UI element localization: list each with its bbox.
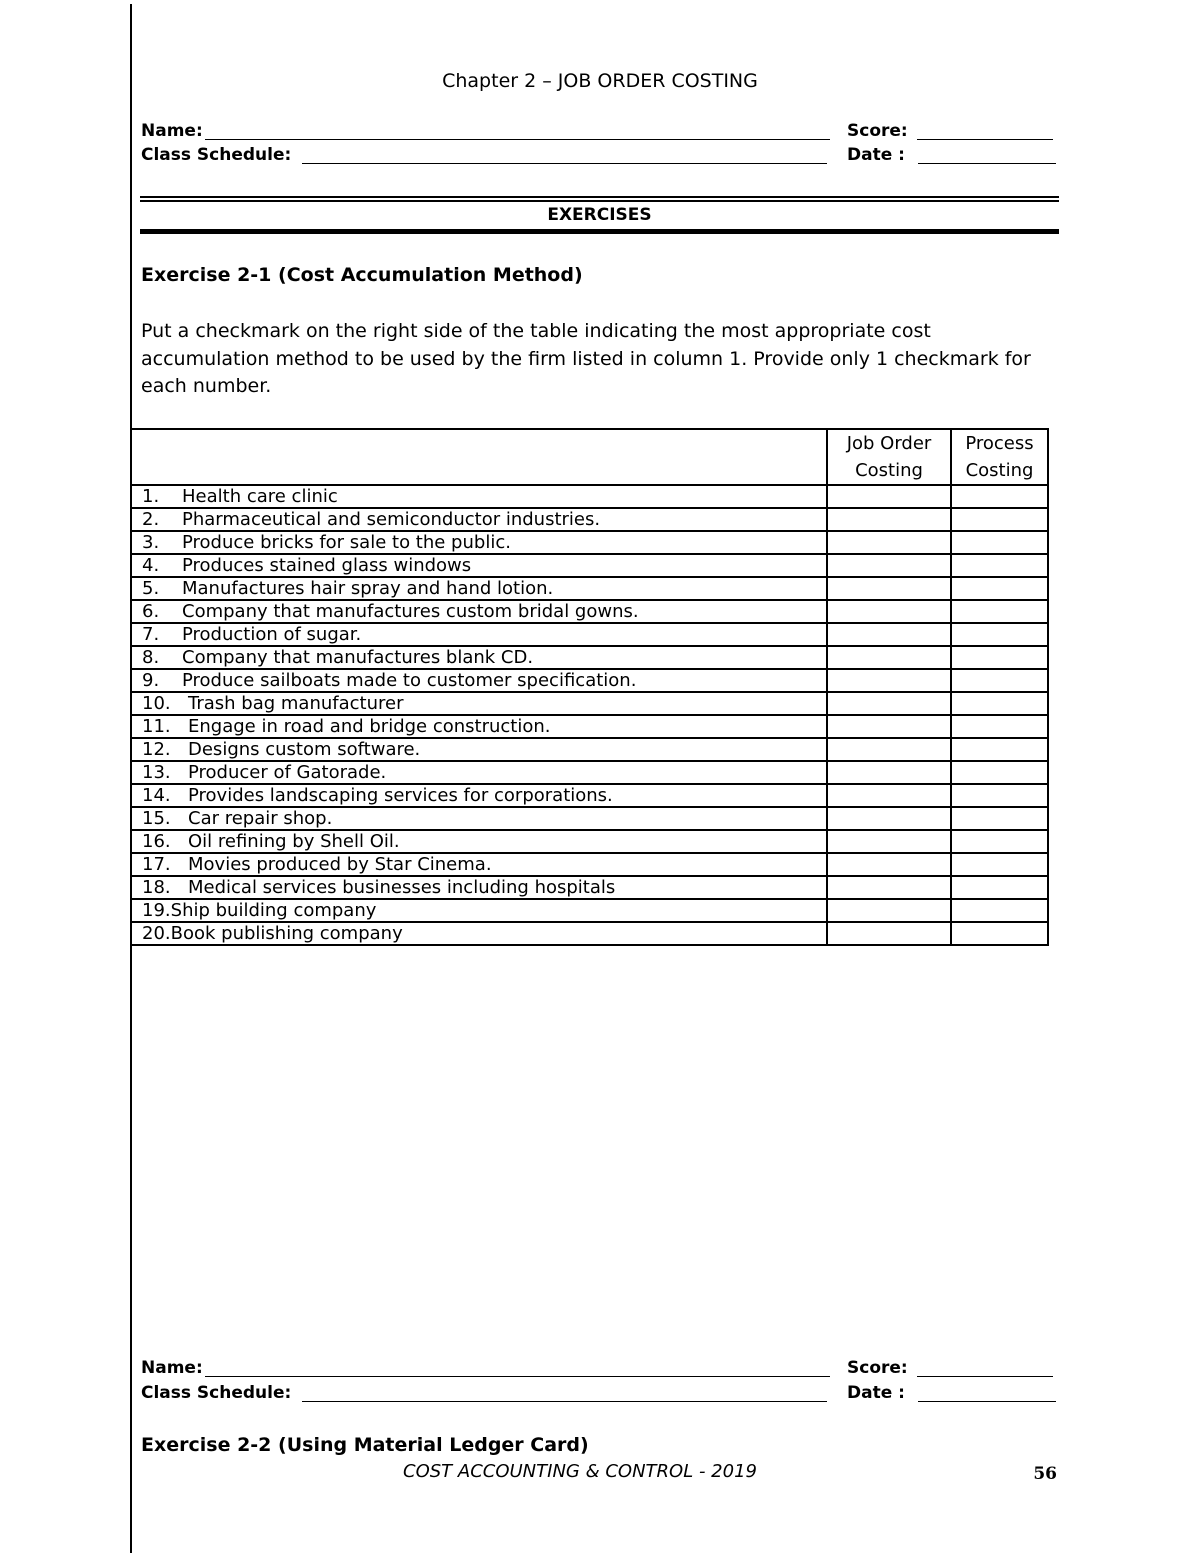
item-number: 2. <box>142 508 160 530</box>
job-order-check-cell[interactable] <box>827 508 951 531</box>
table-row <box>131 922 1048 945</box>
item-number: 6. <box>142 600 160 622</box>
score-label: Score: <box>847 1358 908 1378</box>
firm-cell <box>131 715 827 738</box>
firm-cell <box>131 554 827 577</box>
process-check-cell[interactable] <box>951 761 1048 784</box>
job-order-check-cell[interactable] <box>827 554 951 577</box>
job-order-check-cell[interactable] <box>827 646 951 669</box>
process-check-cell[interactable] <box>951 623 1048 646</box>
table-row <box>131 692 1048 715</box>
job-order-check-cell[interactable] <box>827 807 951 830</box>
item-text: Trash bag manufacturer <box>188 692 404 714</box>
job-order-check-cell[interactable] <box>827 577 951 600</box>
process-check-cell[interactable] <box>951 807 1048 830</box>
job-order-check-cell[interactable] <box>827 876 951 899</box>
firm-cell <box>131 738 827 761</box>
process-check-cell[interactable] <box>951 922 1048 945</box>
item-number: 20. <box>142 922 171 944</box>
job-order-check-cell[interactable] <box>827 531 951 554</box>
firm-cell <box>131 853 827 876</box>
item-text: Book publishing company <box>170 922 403 944</box>
table-row <box>131 646 1048 669</box>
process-check-cell[interactable] <box>951 600 1048 623</box>
cost-method-table <box>130 428 1049 946</box>
job-order-check-cell[interactable] <box>827 692 951 715</box>
header-rule-top-1 <box>140 196 1059 198</box>
item-number: 5. <box>142 577 160 599</box>
firm-cell <box>131 761 827 784</box>
name-score-row <box>141 119 1059 143</box>
item-number: 7. <box>142 623 160 645</box>
name-label: Name: <box>141 121 203 141</box>
table-row <box>131 715 1048 738</box>
job-order-check-cell[interactable] <box>827 784 951 807</box>
process-check-cell[interactable] <box>951 876 1048 899</box>
firm-cell <box>131 485 827 508</box>
exercise-1-instructions: Put a checkmark on the right side of the table indicating the most appropriate cost accumulation method to be used by the firm listed in column 1. Provide only 1 checkmark for each number. <box>141 320 1031 397</box>
item-number: 10. <box>142 692 171 714</box>
job-order-check-cell[interactable] <box>827 899 951 922</box>
item-text: Production of sugar. <box>182 623 362 645</box>
item-number: 16. <box>142 830 171 852</box>
firm-cell <box>131 807 827 830</box>
score-field[interactable] <box>917 139 1053 140</box>
process-check-cell[interactable] <box>951 485 1048 508</box>
item-text: Engage in road and bridge construction. <box>188 715 551 737</box>
process-check-cell[interactable] <box>951 577 1048 600</box>
job-order-check-cell[interactable] <box>827 922 951 945</box>
item-number: 18. <box>142 876 171 898</box>
table-row <box>131 554 1048 577</box>
table-row <box>131 623 1048 646</box>
process-check-cell[interactable] <box>951 508 1048 531</box>
table-row <box>131 807 1048 830</box>
date-field[interactable] <box>918 1401 1056 1402</box>
class-schedule-field[interactable] <box>302 1401 827 1402</box>
item-text: Car repair shop. <box>188 807 333 829</box>
table-row <box>131 876 1048 899</box>
job-order-check-cell[interactable] <box>827 669 951 692</box>
item-number: 11. <box>142 715 171 737</box>
item-number: 19. <box>142 899 171 921</box>
item-text: Medical services businesses including hospitals <box>188 876 616 898</box>
item-text: Produce sailboats made to customer specification. <box>182 669 637 691</box>
item-text: Producer of Gatorade. <box>188 761 387 783</box>
item-text: Company that manufactures blank CD. <box>182 646 534 668</box>
table-row <box>131 531 1048 554</box>
table-row <box>131 738 1048 761</box>
table-row <box>131 761 1048 784</box>
class-date-row <box>141 143 1059 167</box>
process-check-cell[interactable] <box>951 899 1048 922</box>
item-number: 9. <box>142 669 160 691</box>
exercises-header: EXERCISES <box>547 205 652 225</box>
firm-cell <box>131 692 827 715</box>
firm-cell <box>131 830 827 853</box>
date-field[interactable] <box>918 163 1056 164</box>
header-rule-bottom <box>140 229 1059 234</box>
page-footer: COST ACCOUNTING & CONTROL - 2019 <box>403 1461 757 1482</box>
firm-cell <box>131 623 827 646</box>
exercise-2-title: Exercise 2-2 (Using Material Ledger Card) <box>141 1434 589 1456</box>
name-label: Name: <box>141 1358 203 1378</box>
item-text: Designs custom software. <box>188 738 421 760</box>
item-text: Company that manufactures custom bridal gowns. <box>182 600 639 622</box>
table-row <box>131 669 1048 692</box>
table-row <box>131 899 1048 922</box>
process-check-cell[interactable] <box>951 738 1048 761</box>
column-header-job-order: Job Order Costing <box>827 429 951 485</box>
item-number: 12. <box>142 738 171 760</box>
table-row <box>131 784 1048 807</box>
process-check-cell[interactable] <box>951 853 1048 876</box>
firm-cell <box>131 922 827 945</box>
firm-cell <box>131 577 827 600</box>
firm-cell <box>131 600 827 623</box>
item-number: 17. <box>142 853 171 875</box>
table-row <box>131 853 1048 876</box>
table-row <box>131 830 1048 853</box>
table-row <box>131 508 1048 531</box>
process-check-cell[interactable] <box>951 692 1048 715</box>
column-header-process: Process Costing <box>951 429 1048 485</box>
class-schedule-field[interactable] <box>302 163 827 164</box>
item-text: Manufactures hair spray and hand lotion. <box>182 577 554 599</box>
item-text: Provides landscaping services for corporations. <box>188 784 613 806</box>
item-text: Produces stained glass windows <box>182 554 472 576</box>
name-score-row-2 <box>141 1356 1059 1380</box>
process-check-cell[interactable] <box>951 646 1048 669</box>
exercise-1-title: Exercise 2-1 (Cost Accumulation Method) <box>141 264 583 286</box>
name-field[interactable] <box>205 139 830 140</box>
name-field[interactable] <box>205 1376 830 1377</box>
job-order-check-cell[interactable] <box>827 485 951 508</box>
table-header-row <box>131 429 1048 485</box>
process-check-cell[interactable] <box>951 715 1048 738</box>
job-order-check-cell[interactable] <box>827 738 951 761</box>
date-label: Date : <box>847 1383 905 1403</box>
table-row <box>131 577 1048 600</box>
firm-cell <box>131 899 827 922</box>
job-order-check-cell[interactable] <box>827 715 951 738</box>
job-order-check-cell[interactable] <box>827 830 951 853</box>
process-check-cell[interactable] <box>951 784 1048 807</box>
chapter-title: Chapter 2 – JOB ORDER COSTING <box>442 70 758 92</box>
job-order-check-cell[interactable] <box>827 853 951 876</box>
item-text: Produce bricks for sale to the public. <box>182 531 511 553</box>
item-text: Pharmaceutical and semiconductor industries. <box>182 508 601 530</box>
process-check-cell[interactable] <box>951 830 1048 853</box>
process-check-cell[interactable] <box>951 554 1048 577</box>
process-check-cell[interactable] <box>951 669 1048 692</box>
table-row <box>131 485 1048 508</box>
header-rule-top-2 <box>140 200 1059 202</box>
item-text: Ship building company <box>170 899 377 921</box>
item-number: 14. <box>142 784 171 806</box>
column-header-firm <box>131 429 827 485</box>
class-date-row-2 <box>141 1381 1059 1405</box>
table-row <box>131 600 1048 623</box>
item-number: 8. <box>142 646 160 668</box>
job-order-check-cell[interactable] <box>827 623 951 646</box>
item-number: 15. <box>142 807 171 829</box>
page-number: 56 <box>1033 1464 1057 1484</box>
job-order-check-cell[interactable] <box>827 761 951 784</box>
job-order-check-cell[interactable] <box>827 600 951 623</box>
process-check-cell[interactable] <box>951 531 1048 554</box>
class-schedule-label: Class Schedule: <box>141 145 292 165</box>
class-schedule-label: Class Schedule: <box>141 1383 292 1403</box>
score-label: Score: <box>847 121 908 141</box>
item-number: 1. <box>142 485 160 507</box>
item-number: 13. <box>142 761 171 783</box>
firm-cell <box>131 646 827 669</box>
firm-cell <box>131 784 827 807</box>
firm-cell <box>131 531 827 554</box>
item-number: 3. <box>142 531 160 553</box>
item-text: Oil refining by Shell Oil. <box>188 830 400 852</box>
item-text: Health care clinic <box>182 485 338 507</box>
score-field[interactable] <box>917 1376 1053 1377</box>
firm-cell <box>131 508 827 531</box>
firm-cell <box>131 876 827 899</box>
item-number: 4. <box>142 554 160 576</box>
firm-cell <box>131 669 827 692</box>
item-text: Movies produced by Star Cinema. <box>188 853 492 875</box>
date-label: Date : <box>847 145 905 165</box>
